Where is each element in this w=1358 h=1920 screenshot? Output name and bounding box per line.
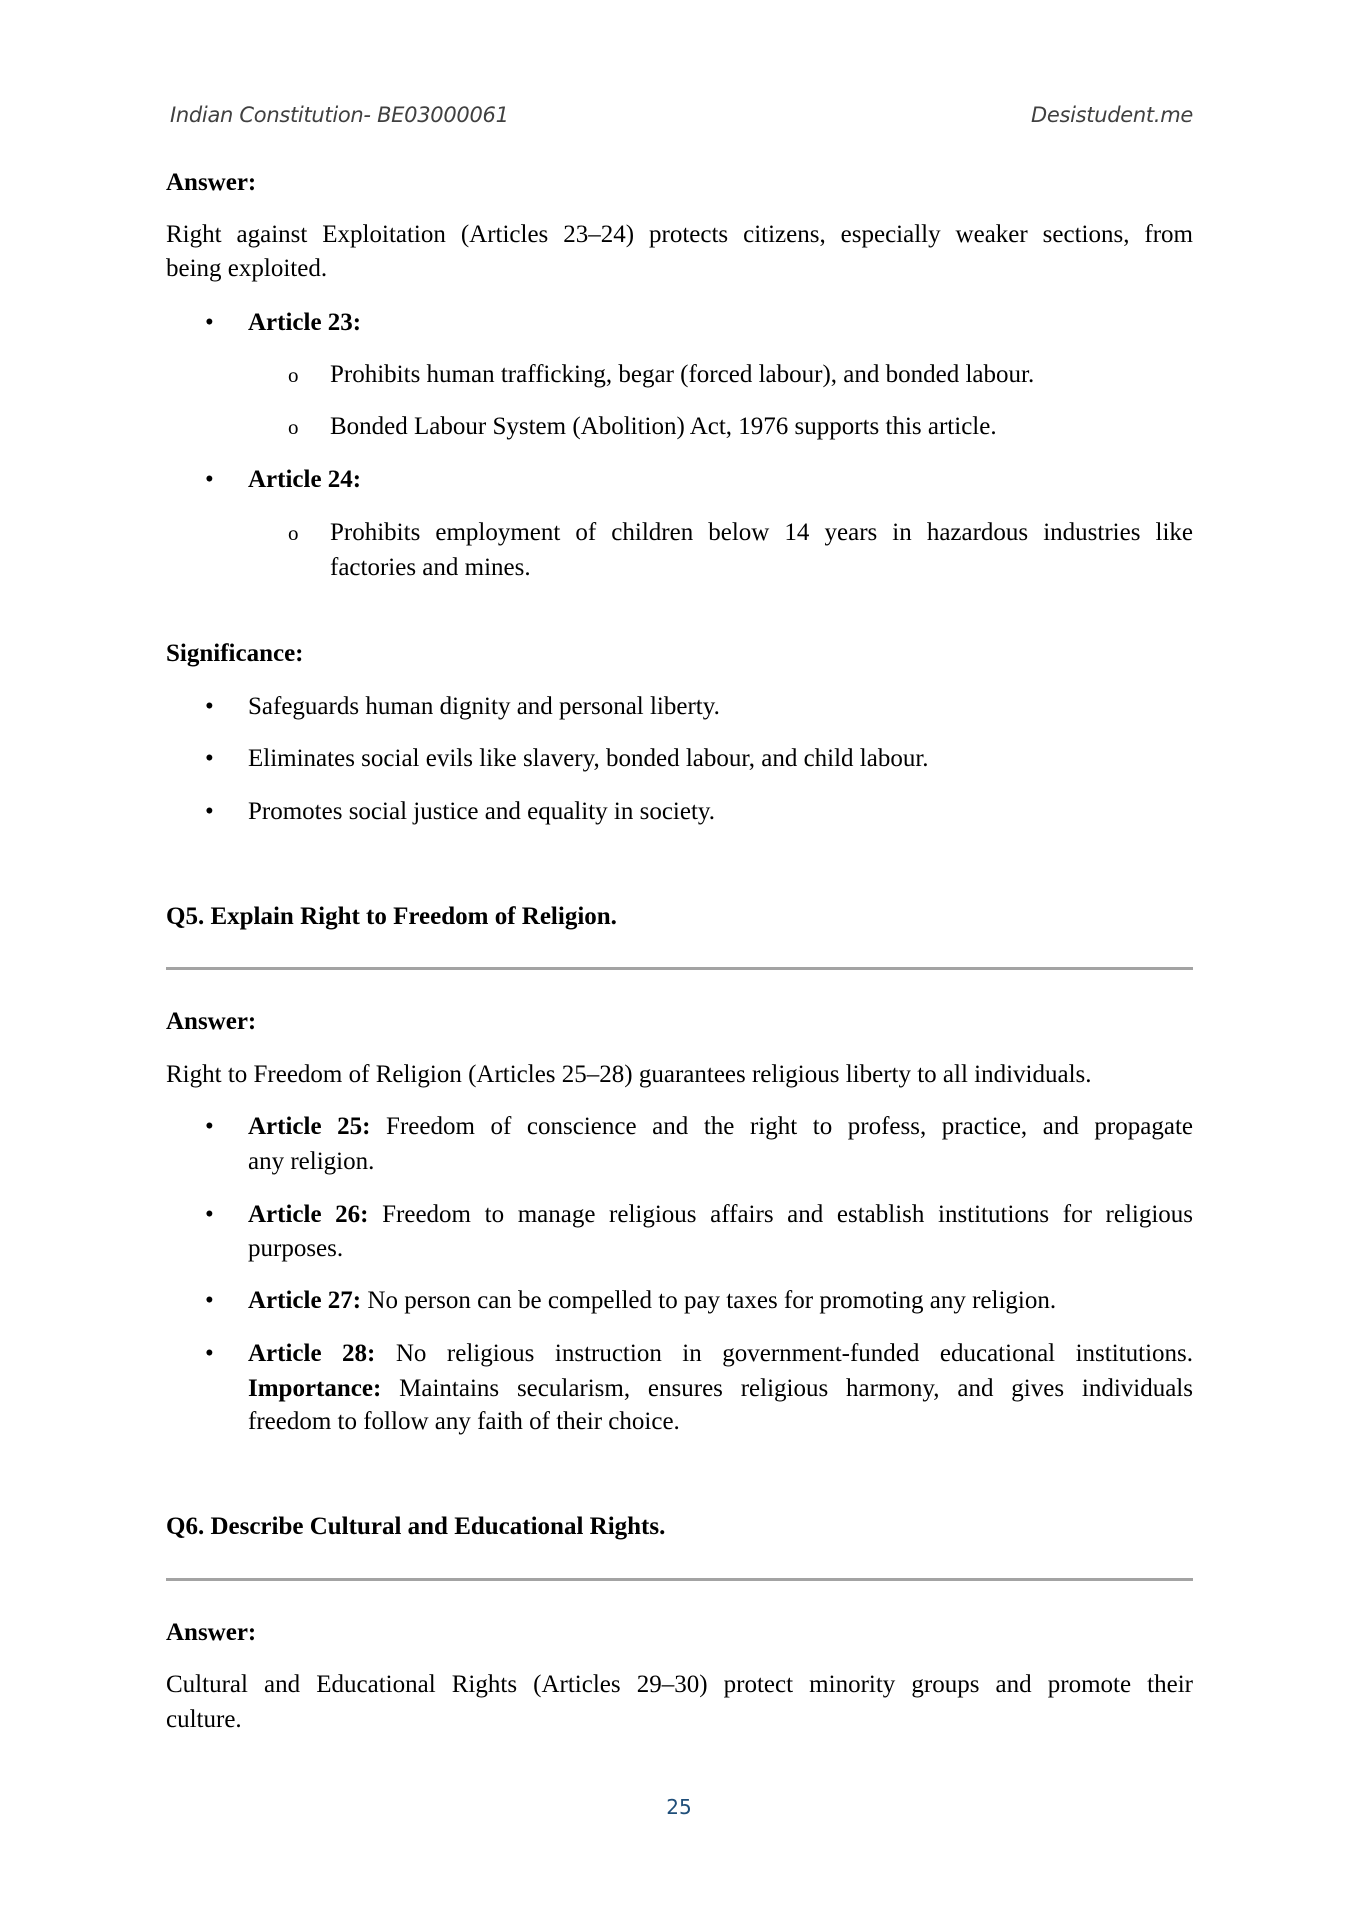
- divider: [166, 967, 1193, 970]
- q5-answer-label: Answer:: [166, 1008, 257, 1035]
- article-23-point-2: Bonded Labour System (Abolition) Act, 1976 supports this article.: [330, 413, 997, 440]
- significance-label: Significance:: [166, 640, 304, 667]
- sub-bullet-icon: o: [288, 521, 299, 545]
- importance-label: Importance:: [248, 1375, 382, 1402]
- article-26-line-1: Article 26: Freedom to manage religious affairs and establish institutions for religious: [248, 1201, 1194, 1228]
- q5-intro: Right to Freedom of Religion (Articles 25–28) guarantees religious liberty to all individuals.: [166, 1061, 1092, 1088]
- sub-bullet-icon: o: [288, 363, 299, 387]
- answer-label: Answer:: [166, 169, 257, 196]
- article-28-label: Article 28:: [248, 1340, 376, 1367]
- bullet-icon: •: [205, 745, 214, 772]
- answer-intro-line-2: being exploited.: [166, 255, 328, 282]
- bullet-icon: •: [205, 693, 214, 720]
- header-course-title: Indian Constitution- BE03000061: [170, 103, 509, 127]
- bullet-icon: •: [205, 1287, 214, 1314]
- q5-heading: Q5. Explain Right to Freedom of Religion.: [166, 903, 617, 930]
- q6-intro-line-1: Cultural and Educational Rights (Articles 29–30) protect minority groups and promote their: [166, 1671, 1193, 1698]
- q6-intro-line-2: culture.: [166, 1706, 242, 1733]
- article-23-title: Article 23:: [248, 309, 362, 336]
- bullet-icon: •: [205, 1113, 214, 1140]
- article-25-line-2: any religion.: [248, 1148, 375, 1175]
- page-number: 25: [666, 1795, 692, 1819]
- article-28-line-1: Article 28: No religious instruction in government-funded educational institutions.: [248, 1340, 1193, 1367]
- article-27-label: Article 27:: [248, 1287, 362, 1314]
- q6-answer-label: Answer:: [166, 1619, 257, 1646]
- article-25-line-1: Article 25: Freedom of conscience and the right to profess, practice, and propagate: [248, 1113, 1193, 1140]
- significance-item-3: Promotes social justice and equality in society.: [248, 798, 716, 825]
- importance-line-1: Importance: Maintains secularism, ensures religious harmony, and gives individuals: [248, 1375, 1193, 1402]
- q6-heading: Q6. Describe Cultural and Educational Rights.: [166, 1513, 666, 1540]
- article-24-title: Article 24:: [248, 466, 362, 493]
- answer-intro-line-1: Right against Exploitation (Articles 23–24) protects citizens, especially weaker sections, from: [166, 221, 1193, 248]
- bullet-icon: •: [205, 1340, 214, 1367]
- header-site-name: Desistudent.me: [1031, 103, 1193, 127]
- bullet-icon: •: [205, 466, 214, 493]
- article-27-line-1: Article 27: No person can be compelled to pay taxes for promoting any religion.: [248, 1287, 1057, 1314]
- article-26-label: Article 26:: [248, 1201, 369, 1228]
- importance-line-2: freedom to follow any faith of their choice.: [248, 1408, 680, 1435]
- significance-item-1: Safeguards human dignity and personal liberty.: [248, 693, 720, 720]
- article-24-point-line-2: factories and mines.: [330, 554, 531, 581]
- bullet-icon: •: [205, 798, 214, 825]
- bullet-icon: •: [205, 1201, 214, 1228]
- bullet-icon: •: [205, 309, 214, 336]
- significance-item-2: Eliminates social evils like slavery, bonded labour, and child labour.: [248, 745, 929, 772]
- article-24-point-line-1: Prohibits employment of children below 14 years in hazardous industries like: [330, 519, 1193, 546]
- article-23-point-1: Prohibits human trafficking, begar (forced labour), and bonded labour.: [330, 361, 1035, 388]
- sub-bullet-icon: o: [288, 415, 299, 439]
- article-26-line-2: purposes.: [248, 1235, 344, 1262]
- divider: [166, 1578, 1193, 1581]
- article-25-label: Article 25:: [248, 1113, 371, 1140]
